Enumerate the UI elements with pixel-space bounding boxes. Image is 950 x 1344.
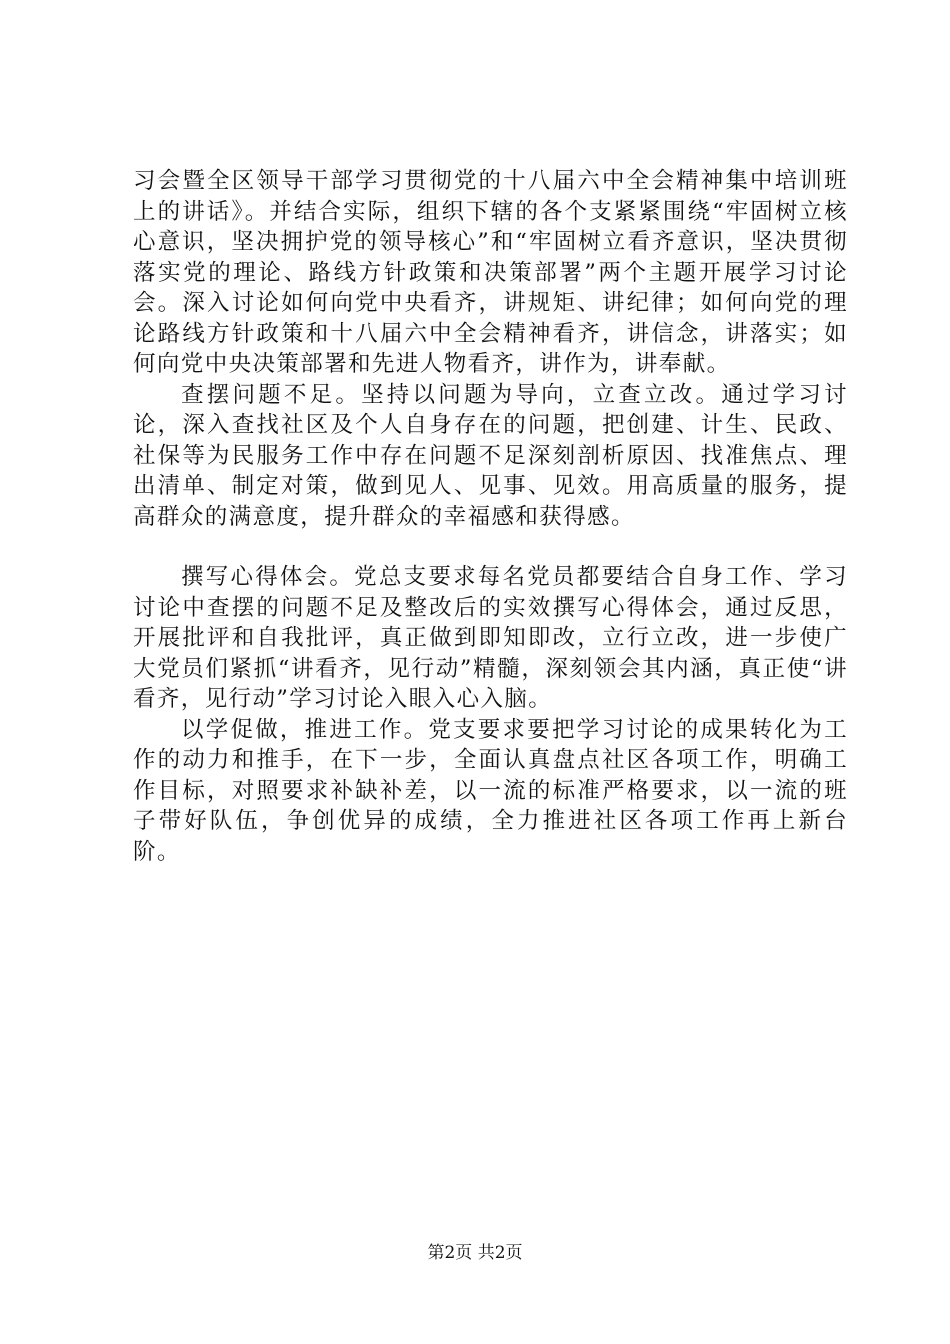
- paragraph-promote-work: 以学促做，推进工作。党支要求要把学习讨论的成果转化为工作的动力和推手，在下一步，全面认真盘点社区各项工作，明确工作目标，对照要求补缺补差，以一流的标准严格要求，以一流的班子带好队伍，争创优异的成绩，全力推进社区各项工作再上新台阶。: [133, 716, 848, 865]
- paragraph-check-problems: 查摆问题不足。坚持以问题为导向，立查立改。通过学习讨论，深入查找社区及个人自身存在的问题，把创建、计生、民政、社保等为民服务工作中存在问题不足深刻剖析原因、找准焦点、理出清单、制定对策，做到见人、见事、见效。用高质量的服务，提高群众的满意度，提升群众的幸福感和获得感。: [133, 381, 848, 530]
- page-number: 第2页 共2页: [427, 1243, 523, 1263]
- paragraph-continuation: 习会暨全区领导干部学习贯彻党的十八届六中全会精神集中培训班上的讲话》。并结合实际，组织下辖的各个支紧紧围绕“牢固树立核心意识，坚决拥护党的领导核心”和“牢固树立看齐意识，坚决贯彻落实党的理论、路线方针政策和决策部署”两个主题开展学习讨论会。深入讨论如何向党中央看齐，讲规矩、讲纪律；如何向党的理论路线方针政策和十八届六中全会精神看齐，讲信念，讲落实；如何向党中央决策部署和先进人物看齐，讲作为，讲奉献。: [133, 168, 848, 377]
- paragraph-write-reflections: 撰写心得体会。党总支要求每名党员都要结合自身工作、学习讨论中查摆的问题不足及整改后的实效撰写心得体会，通过反思，开展批评和自我批评，真正做到即知即改，立行立改，进一步使广大党员们紧抓“讲看齐，见行动”精髓，深刻领会其内涵，真正使“讲看齐，见行动”学习讨论入眼入心入脑。: [133, 564, 848, 712]
- document-body: [133, 166, 848, 867]
- page-footer: [0, 1242, 950, 1264]
